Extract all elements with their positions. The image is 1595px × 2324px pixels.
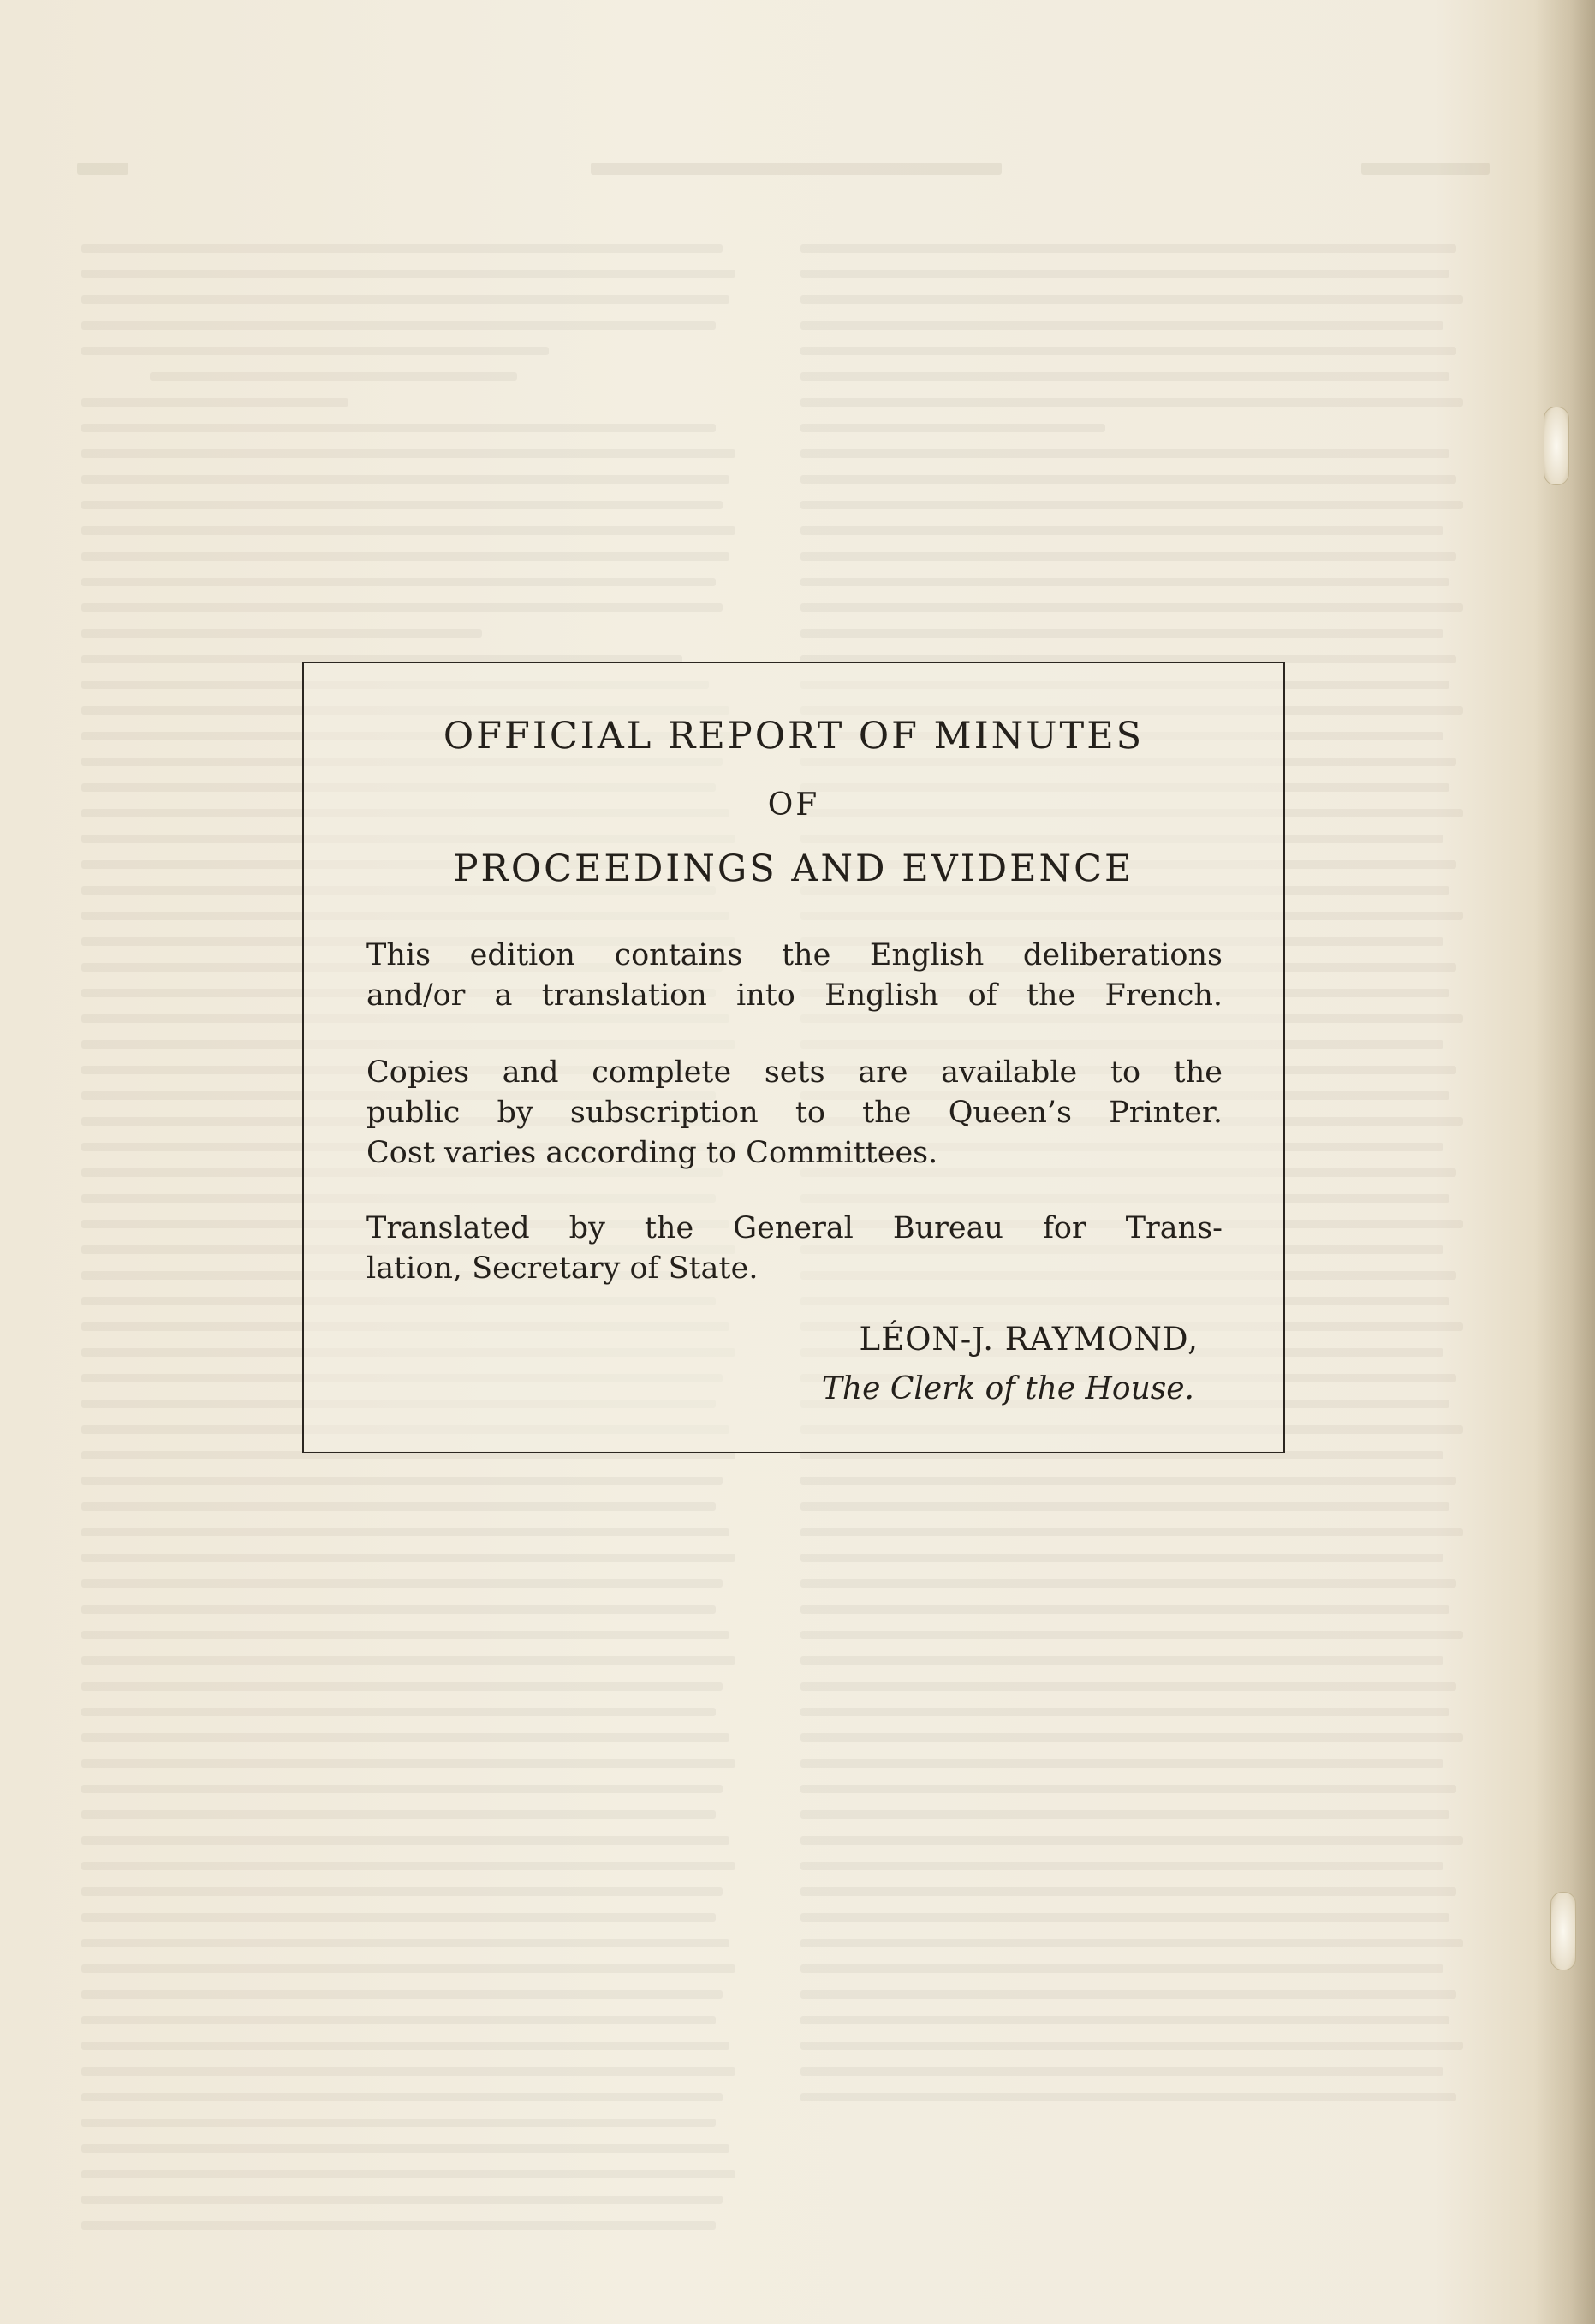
signature-title: The Clerk of the House. [821,1371,1194,1406]
notice-paragraph-line: This edition contains the English deliberations [366,938,1223,972]
notice-paragraph-line: lation, Secretary of State. [366,1251,759,1286]
notice-title-line2: OF [767,788,820,823]
notice-paragraph-line: Cost varies according to Committees. [366,1136,938,1170]
punch-hole-bottom [1550,1892,1576,1970]
notice-title-line3: PROCEEDINGS AND EVIDENCE [453,847,1134,890]
notice-paragraph-translation [366,1209,1223,1289]
notice-paragraph-subscription [366,1053,1223,1174]
page-edge-shadow [1535,0,1595,2324]
notice-paragraph-line: public by subscription to the Queen’s Printer. [366,1096,1223,1130]
notice-paragraph-line: Translated by the General Bureau for Trans- [366,1211,1223,1245]
notice-paragraph-edition [366,936,1223,1016]
notice-paragraph-line: and/or a translation into English of the French. [366,978,1223,1013]
official-report-notice-box [302,662,1285,1453]
notice-paragraph-line: Copies and complete sets are available to the [366,1055,1223,1090]
notice-title-line1: OFFICIAL REPORT OF MINUTES [443,715,1145,758]
punch-hole-top [1544,407,1569,485]
bleed-through-header [77,163,1498,183]
signature-name: LÉON-J. RAYMOND, [859,1321,1199,1358]
